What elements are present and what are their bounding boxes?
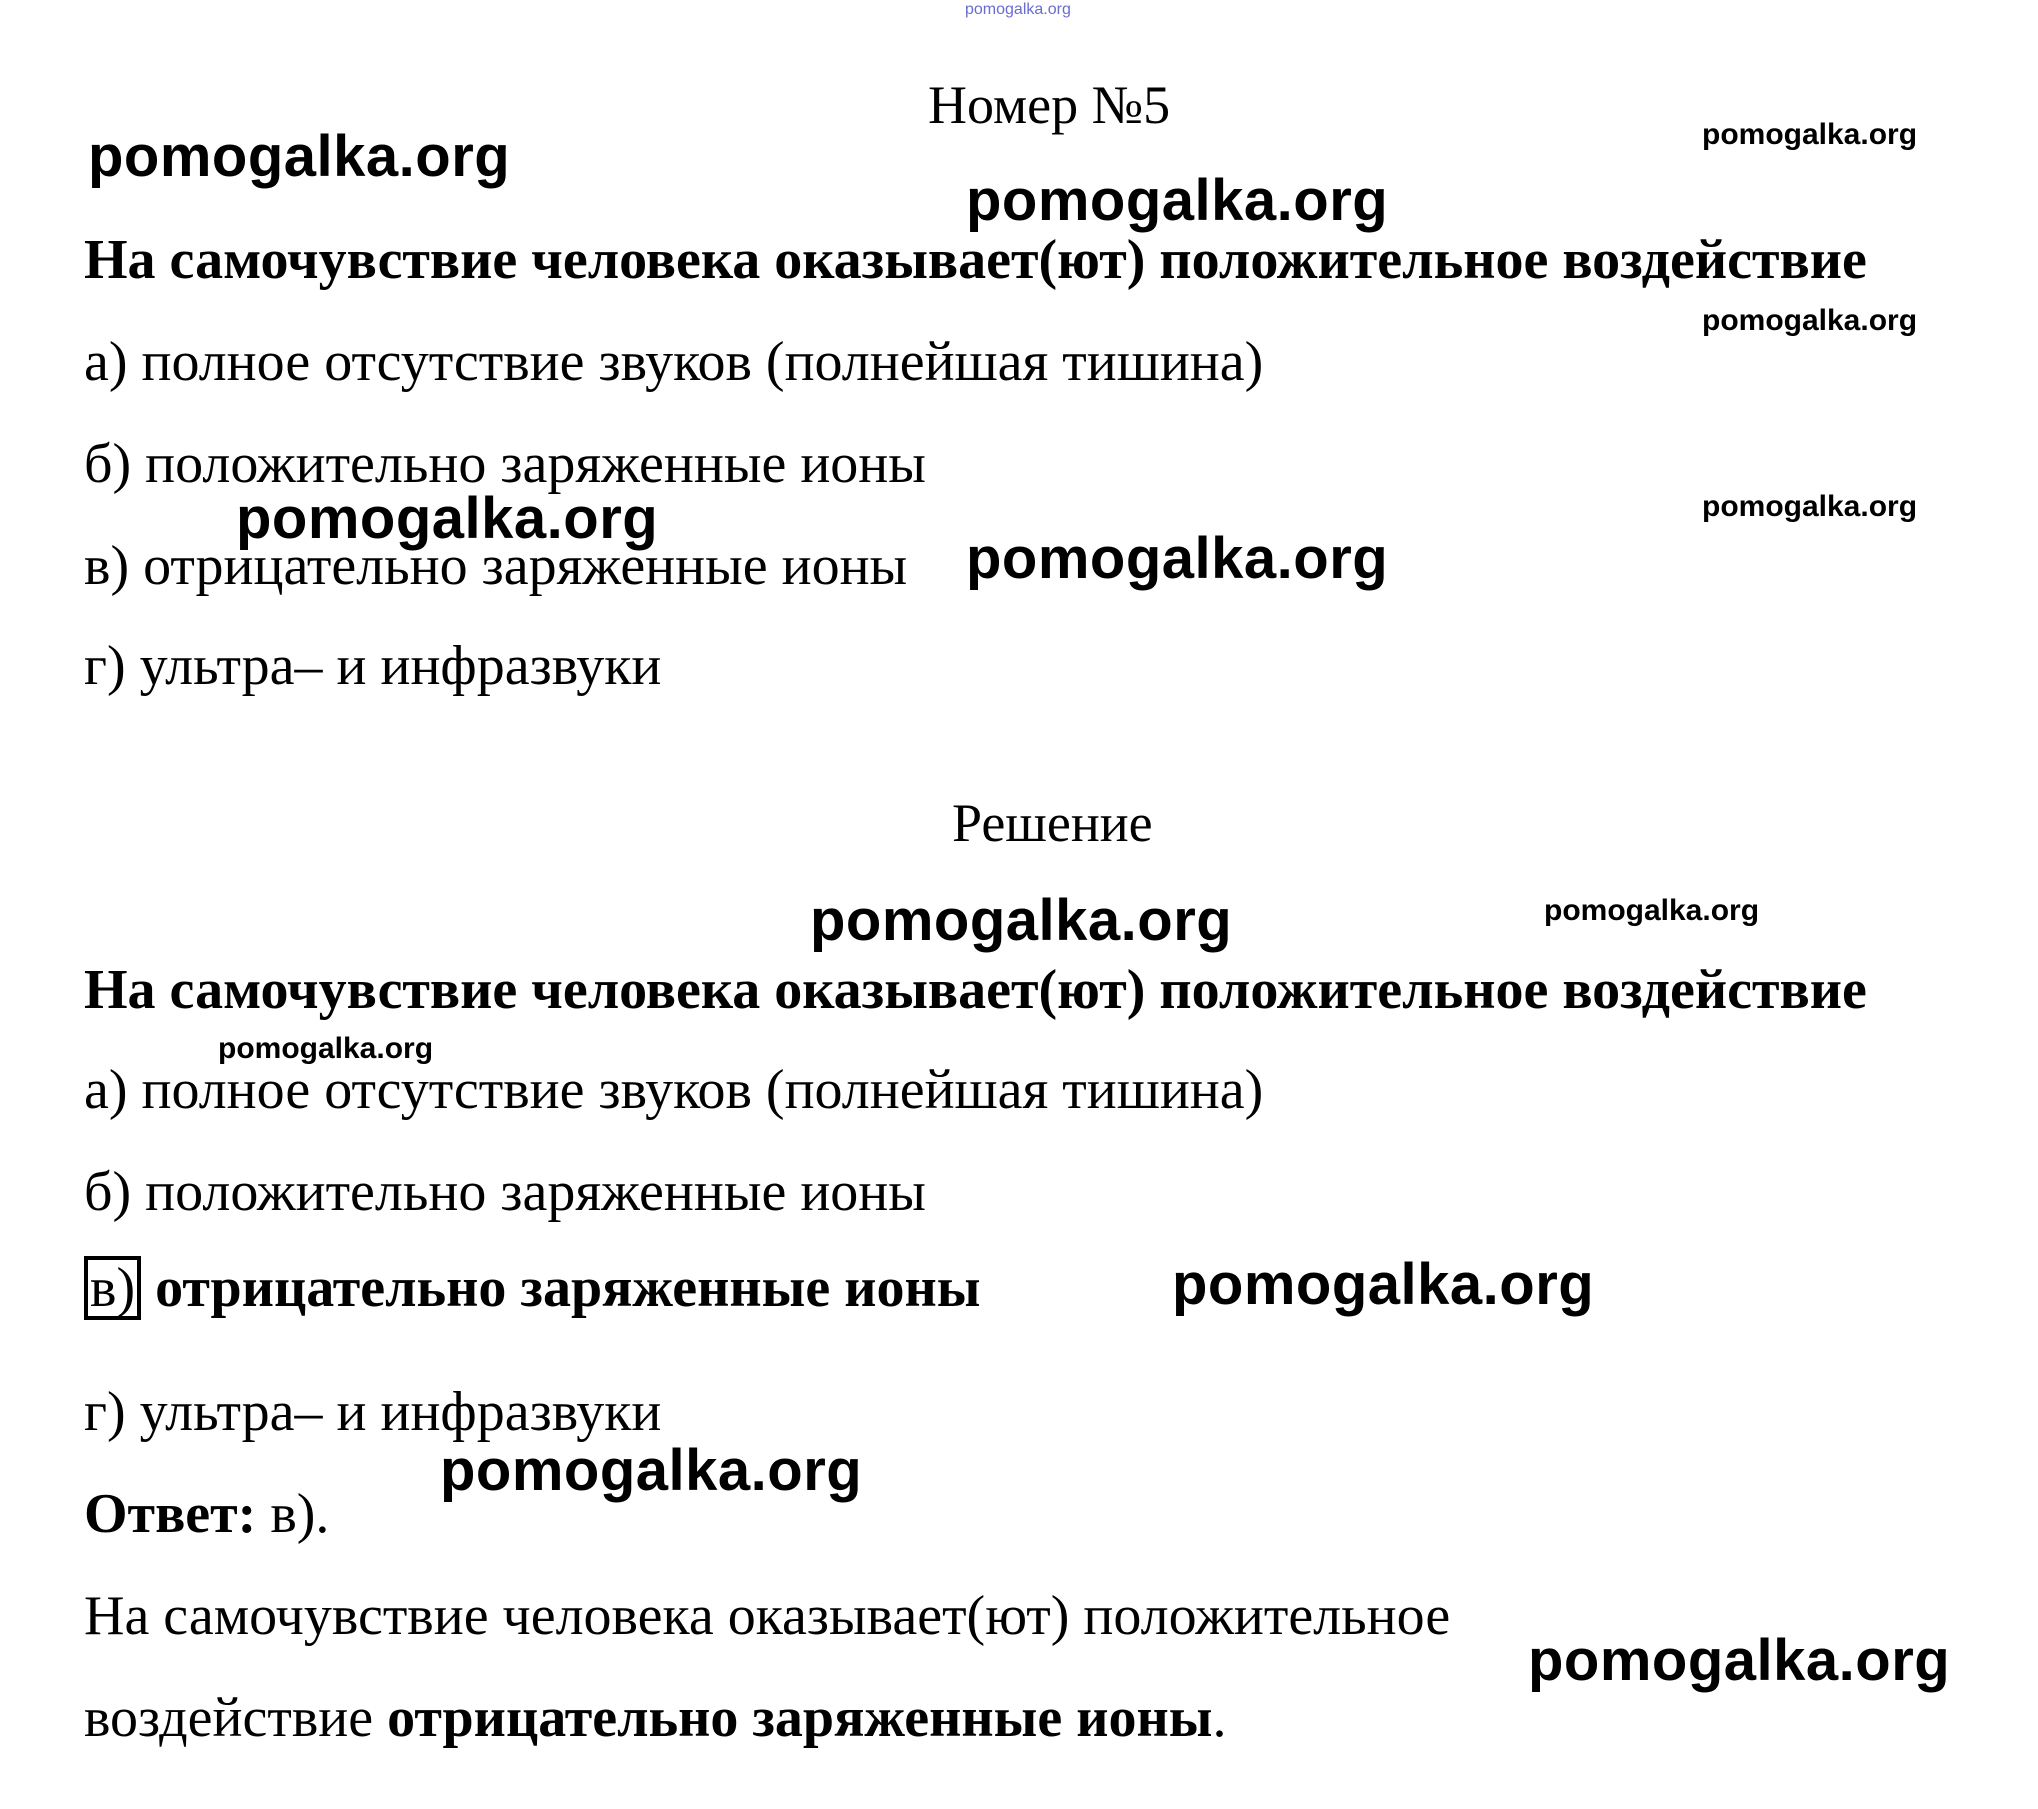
problem-option-b: б) положительно заряженные ионы <box>84 433 926 495</box>
conclusion-suffix: . <box>1212 1687 1227 1749</box>
answer-line <box>84 1483 330 1545</box>
watermark: pomogalka.org <box>440 1438 863 1503</box>
watermark: pomogalka.org <box>1172 1252 1595 1317</box>
solution-option-v <box>84 1256 980 1320</box>
solution-option-g: г) ультра– и инфразвуки <box>84 1381 662 1443</box>
problem-option-g: г) ультра– и инфразвуки <box>84 635 662 697</box>
solution-option-a: а) полное отсутствие звуков (полнейшая тишина) <box>84 1059 1264 1121</box>
answer-value: в). <box>270 1483 330 1545</box>
watermark: pomogalka.org <box>1702 304 1918 337</box>
problem-option-v: в) отрицательно заряженные ионы <box>84 535 908 597</box>
solution-heading: Решение <box>952 793 1153 853</box>
watermark: pomogalka.org <box>966 526 1389 591</box>
problem-title: Номер №5 <box>928 75 1171 135</box>
solution-option-b: б) положительно заряженные ионы <box>84 1161 926 1223</box>
watermark: pomogalka.org <box>810 888 1233 953</box>
conclusion-prefix: воздействие <box>84 1687 374 1749</box>
watermark: pomogalka.org <box>88 124 511 189</box>
conclusion-bold: отрицательно заряженные ионы <box>387 1687 1213 1749</box>
problem-option-a: а) полное отсутствие звуков (полнейшая тишина) <box>84 331 1264 393</box>
conclusion-line-1: На самочувствие человека оказывает(ют) положительное <box>84 1585 1451 1647</box>
problem-question: На самочувствие человека оказывает(ют) положительное воздействие <box>84 229 1867 291</box>
watermark: pomogalka.org <box>966 168 1389 233</box>
selected-answer-marker: в) <box>84 1256 141 1320</box>
solution-option-v-text: отрицательно заряженные ионы <box>155 1257 981 1319</box>
conclusion-line-2 <box>84 1687 1227 1749</box>
answer-label: Ответ: <box>84 1483 257 1545</box>
watermark: pomogalka.org <box>1528 1628 1951 1693</box>
solution-question: На самочувствие человека оказывает(ют) положительное воздействие <box>84 959 1867 1021</box>
watermark: pomogalka.org <box>236 486 659 551</box>
watermark: pomogalka.org <box>1702 118 1918 151</box>
watermark: pomogalka.org <box>218 1032 434 1065</box>
watermark-top: pomogalka.org <box>965 1 1071 18</box>
watermark: pomogalka.org <box>1544 894 1760 927</box>
watermark: pomogalka.org <box>1702 490 1918 523</box>
